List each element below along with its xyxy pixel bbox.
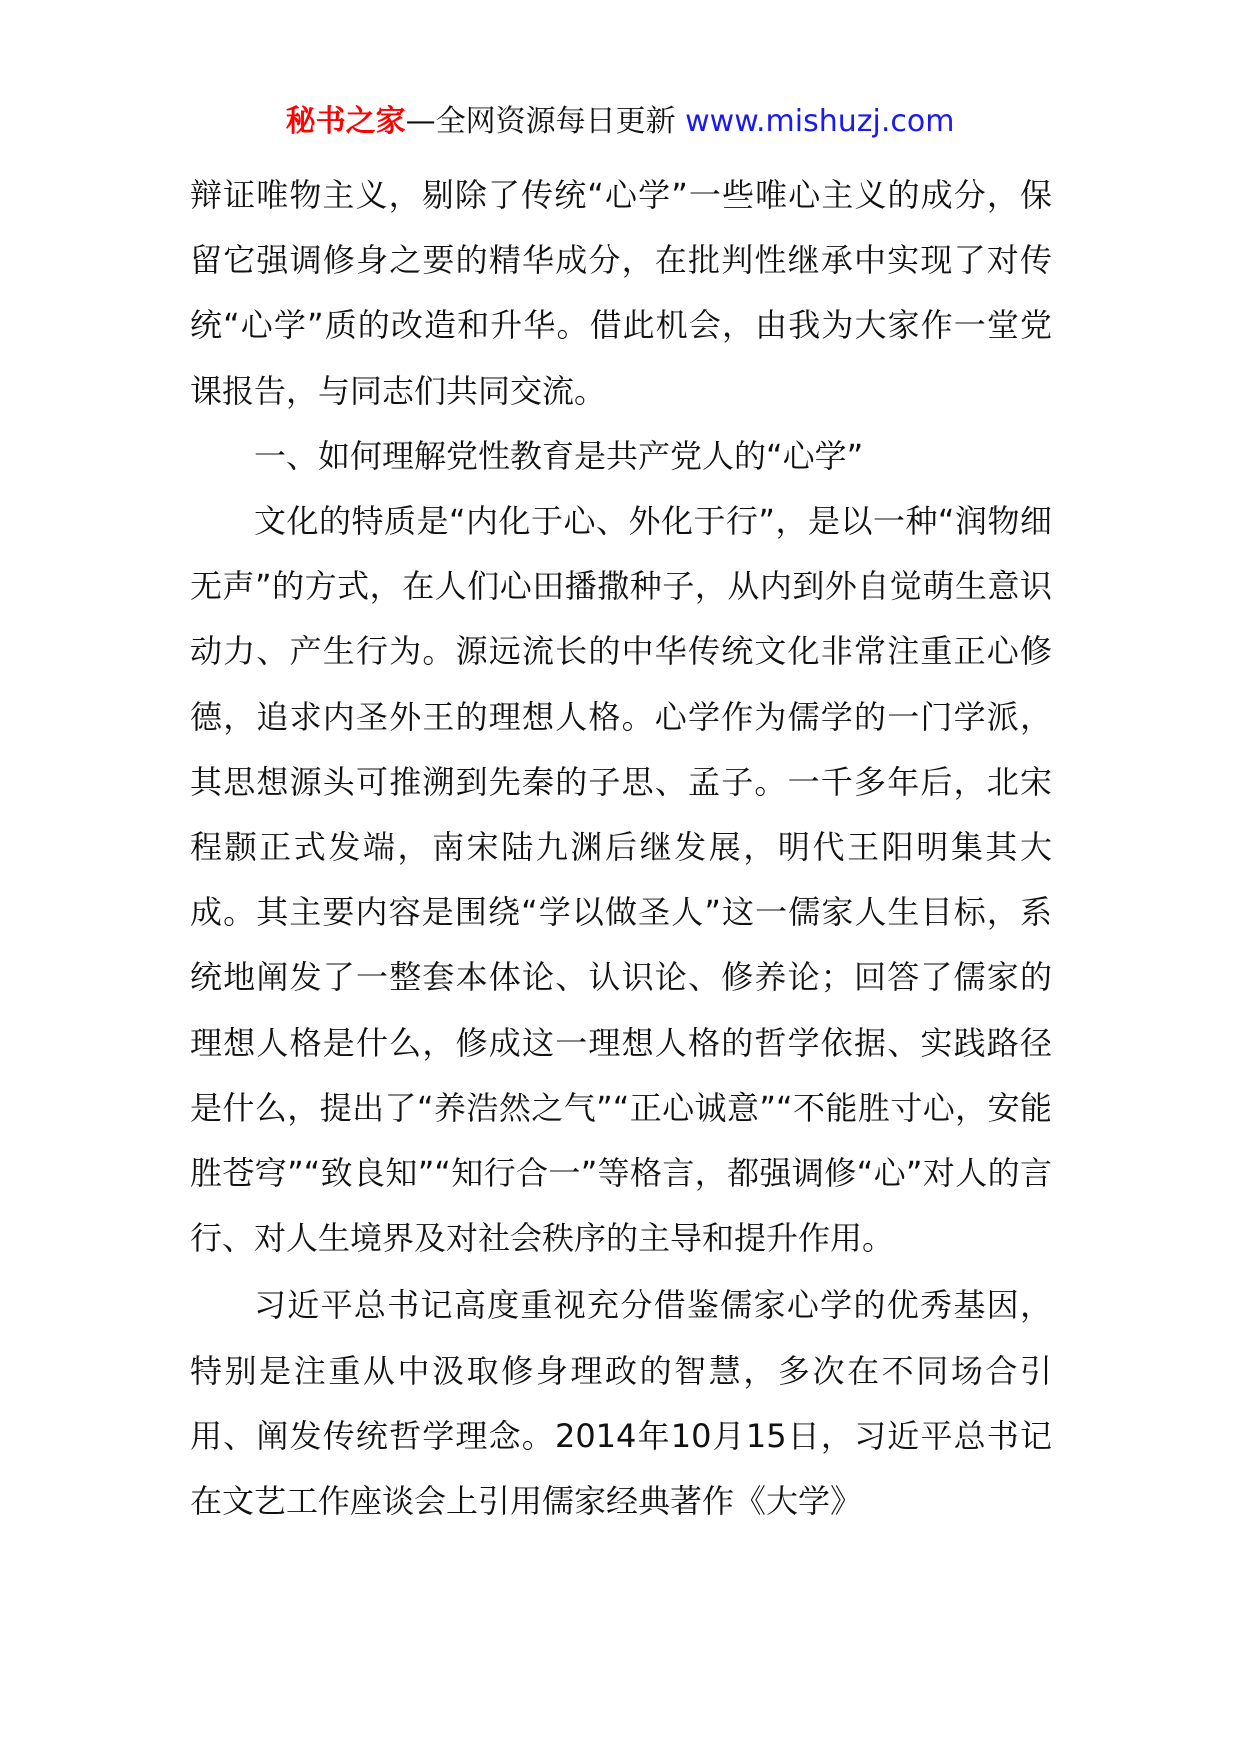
site-tagline: —全网资源每日更新 [405, 104, 686, 139]
paragraph-xi: 习近平总书记高度重视充分借鉴儒家心学的优秀基因，特别是注重从中汲取修身理政的智慧，多次在不同场合引用、阐发传统哲学理念。2014年10月15日，习近平总书记在文艺工作座谈会上引用儒家经典著作《大学》 [190, 1286, 1052, 1521]
document-body [190, 163, 1052, 1534]
section-heading: 一、如何理解党性教育是共产党人的“心学” [254, 436, 864, 475]
site-header [0, 100, 1240, 144]
site-url-link[interactable]: www.mishuzj.com [685, 104, 955, 139]
site-brand: 秘书之家 [285, 104, 406, 139]
paragraph-culture: 文化的特质是“内化于心、外化于行”，是以一种“润物细无声”的方式，在人们心田播撒种子，从内到外自觉萌生意识动力、产生行为。源远流长的中华传统文化非常注重正心修德，追求内圣外王的理想人格。心学作为儒学的一门学派，其思想源头可推溯到先秦的子思、孟子。一千多年后，北宋程颢正式发端，南宋陆九渊后继发展，明代王阳明集其大成。其主要内容是围绕“学以做圣人”这一儒家人生目标，系统地阐发了一整套本体论、认识论、修养论；回答了儒家的理想人格是什么，修成这一理想人格的哲学依据、实践路径是什么，提出了“养浩然之气”“正心诚意”“不能胜寸心，安能胜苍穹”“致良知”“知行合一”等格言，都强调修“心”对人的言行、对人生境界及对社会秩序的主导和提升作用。 [190, 502, 1052, 1258]
paragraph-intro: 辩证唯物主义，剔除了传统“心学”一些唯心主义的成分，保留它强调修身之要的精华成分，在批判性继承中实现了对传统“心学”质的改造和升华。借此机会，由我为大家作一堂党课报告，与同志们共同交流。 [190, 176, 1052, 410]
